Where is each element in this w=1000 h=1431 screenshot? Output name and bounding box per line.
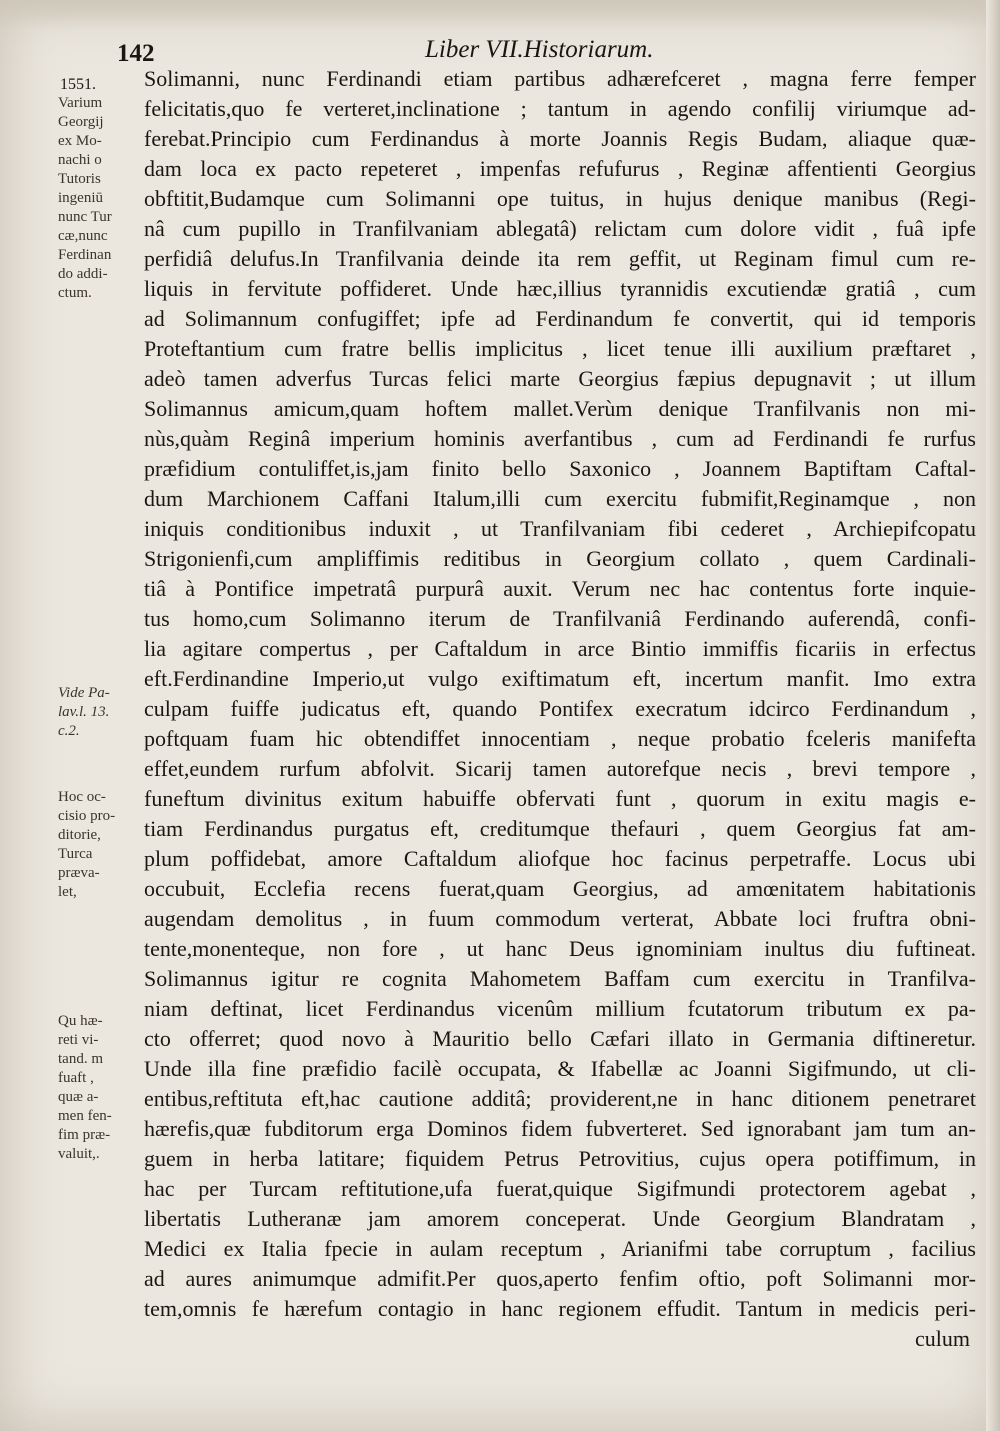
text-line: funeftum divinitus exitum habuiffe obfervati funt , quorum in exitu magis e- [144, 786, 976, 811]
text-line: poftquam fuam hic obtendiffet innocentiam , neque probatio fceleris manifefta [144, 726, 976, 751]
margin-gloss-reference [58, 684, 146, 741]
body-text [144, 64, 976, 1354]
text-line: augendam demolitus , in fuum commodum verterat, Abbate loci fruftra obni- [144, 906, 976, 931]
gloss-line: quæ a- [58, 1089, 99, 1105]
text-line: guem in herba latitare; fiquidem Petrus Petrovitius, cujus opera potiffimum, in [144, 1146, 976, 1171]
text-line: culpam fuiffe judicatus eft, quando Pontifex execratum idcirco Ferdinandum , [144, 696, 976, 721]
text-line: Medici ex Italia fpecie in aulam receptum , Arianifmi tabe corruptum , facilius [144, 1236, 976, 1261]
text-line: Solimanni, nunc Ferdinandi etiam partibus adhærefceret , magna ferre femper [144, 66, 976, 91]
text-line: obftitit,Budamque cum Solimanni ope tuitus, in hujus denique manibus (Regi- [144, 186, 976, 211]
text-line: entibus,reftituta eft,hac cautione additâ; providerent,ne in hanc ditionem penetraret [144, 1086, 976, 1111]
text-line: niam deftinat, licet Ferdinandus vicenûm millium fcutatorum tributum ex pa- [144, 996, 976, 1021]
text-line: liquis in fervitute poffideret. Unde hæc,illius tyrannidis excutiendæ gratiâ , cum [144, 276, 976, 301]
gloss-line: c.2. [58, 723, 80, 739]
text-line: occubuit, Ecclefia recens fuerat,quam Georgius, ad amœnitatem habitationis [144, 876, 976, 901]
margin-gloss-turca [58, 788, 146, 902]
gloss-line: cisio pro- [58, 808, 116, 824]
text-line: effet,eundem rurfum abfolvit. Sicarij tamen autorefque necis , brevi tempore , [144, 756, 976, 781]
text-line: hac per Turcam reftitutione,ufa fuerat,quique Sigifmundi protectorem agebat , [144, 1176, 976, 1201]
text-line: ad Solimannum confugiffet; ipfe ad Ferdinandum fe convertit, qui id temporis [144, 306, 976, 331]
gloss-line: men fen- [58, 1108, 112, 1124]
gloss-line: ctum. [58, 285, 92, 301]
text-line: ad aures animumque admifit.Per quos,aperto fenfim oftio, poft Solimanni mor- [144, 1266, 976, 1291]
text-line: adeò tamen adverfus Turcas felici marte Georgius fæpius depugnavit ; ut illum [144, 366, 976, 391]
page-top-shadow [0, 0, 1000, 30]
gloss-line: cæ,nunc [58, 228, 108, 244]
gloss-line: let, [58, 884, 77, 900]
gloss-line: tand. m [58, 1051, 103, 1067]
gloss-line: Vide Pa- [58, 685, 110, 701]
text-line-catchword: culum [915, 1326, 970, 1351]
gloss-line: valuit,. [58, 1146, 100, 1162]
gloss-line: lav.l. 13. [58, 704, 110, 720]
text-line: felicitatis,quo fe verteret,inclinatione ; tantum in agendo confilij viriumque ad- [144, 96, 976, 121]
text-line: plum poffidebat, amore Caftaldum aliofque hoc facinus perpetraffe. Locus ubi [144, 846, 976, 871]
text-line: cto offerret; quod novo à Mauritio bello Cæfari illato in Germania diftineretur. [144, 1026, 976, 1051]
text-line: libertatis Lutheranæ jam amorem conceperat. Unde Georgium Blandratam , [144, 1206, 976, 1231]
text-line: Proteftantium cum fratre bellis implicitus , licet tenue illi auxilium præftaret , [144, 336, 976, 361]
text-line: tem,omnis fe hærefum contagio in hanc regionem effudit. Tantum in medicis peri- [144, 1296, 976, 1321]
text-line: Solimannus amicum,quam hoftem mallet.Verùm denique Tranfilvanis non mi- [144, 396, 976, 421]
text-line: tus homo,cum Solimanno iterum de Tranfilvaniâ Ferdinando auferendâ, confi- [144, 606, 976, 631]
gloss-line: ditorie, [58, 827, 101, 843]
gloss-line: do addi- [58, 266, 108, 282]
margin-gloss-georgius [58, 94, 146, 303]
running-head [115, 32, 975, 66]
gloss-line: Ferdinan [58, 247, 112, 263]
text-line: Unde illa fine præfidio facilè occupata, & Ifabellæ ac Joanni Sigifmundo, ut cli- [144, 1056, 976, 1081]
gloss-line: Qu hæ- [58, 1013, 103, 1029]
running-title: Liber VII.Historiarum. [425, 36, 654, 63]
gloss-line: nachi o [58, 152, 102, 168]
gloss-line: Varium [58, 95, 103, 111]
gloss-line: Georgij [58, 114, 104, 130]
text-line: Solimannus igitur re cognita Mahometem Baffam cum exercitu in Tranfilva- [144, 966, 976, 991]
gloss-line: fim præ- [58, 1127, 111, 1143]
text-line: hærefis,quæ fubditorum erga Dominos fidem fubverteret. Sed ignorabant jam tum an- [144, 1116, 976, 1141]
gloss-line: fuaft , [58, 1070, 94, 1086]
text-line: perfidiâ delufus.In Tranfilvania deinde ita rem geffit, ut Reginam fimul cum re- [144, 246, 976, 271]
margin-year: 1551. [60, 76, 96, 93]
text-line: dum Marchionem Caffani Italum,illi cum exercitu fubmifit,Reginamque , non [144, 486, 976, 511]
gloss-line: Hoc oc- [58, 789, 106, 805]
page-number: 142 [117, 40, 155, 67]
gloss-line: reti vi- [58, 1032, 99, 1048]
text-line: præfidium contuliffet,is,jam finito bello Saxonico , Joannem Baptiftam Caftal- [144, 456, 976, 481]
text-line: tiâ à Pontifice impetratâ purpurâ auxit. Verum nec hac contentus forte inquie- [144, 576, 976, 601]
text-line: lia agitare compertus , per Caftaldum in arce Bintio immiffis ficariis in erfectus [144, 636, 976, 661]
text-line: ferebat.Principio cum Ferdinandus à morte Joannis Regis Budam, aliaque quæ- [144, 126, 976, 151]
text-line: dam loca ex pacto repeteret , impenfas refufurus , Reginæ affentienti Georgius [144, 156, 976, 181]
gloss-line: præva- [58, 865, 100, 881]
text-line: iniquis conditionibus induxit , ut Tranfilvaniam fibi cederet , Archiepifcopatu [144, 516, 976, 541]
text-line: eft.Ferdinandine Imperio,ut vulgo exiftimatum eft, incertum manfit. Imo extra [144, 666, 976, 691]
margin-gloss-haeresis [58, 1012, 146, 1164]
text-line: nâ cum pupillo in Tranfilvaniam ablegatâ) relictam cum dolore vidit , fuâ ipfe [144, 216, 976, 241]
text-line: Strigonienfi,cum ampliffimis reditibus in Georgium collato , quem Cardinali- [144, 546, 976, 571]
page-binding-edge [986, 0, 1000, 1431]
gloss-line: ex Mo- [58, 133, 102, 149]
gloss-line: Turca [58, 846, 93, 862]
gloss-line: nunc Tur [58, 209, 112, 225]
text-line: nùs,quàm Reginâ imperium hominis averfantibus , cum ad Ferdinandi fe rurfus [144, 426, 976, 451]
gloss-line: Tutoris [58, 171, 101, 187]
text-line: tente,monenteque, non fore , ut hanc Deus ignominiam inultus diu fuftineat. [144, 936, 976, 961]
gloss-line: ingeniū [58, 190, 103, 206]
text-line: tiam Ferdinandus purgatus eft, creditumque thefauri , quem Georgius fat am- [144, 816, 976, 841]
